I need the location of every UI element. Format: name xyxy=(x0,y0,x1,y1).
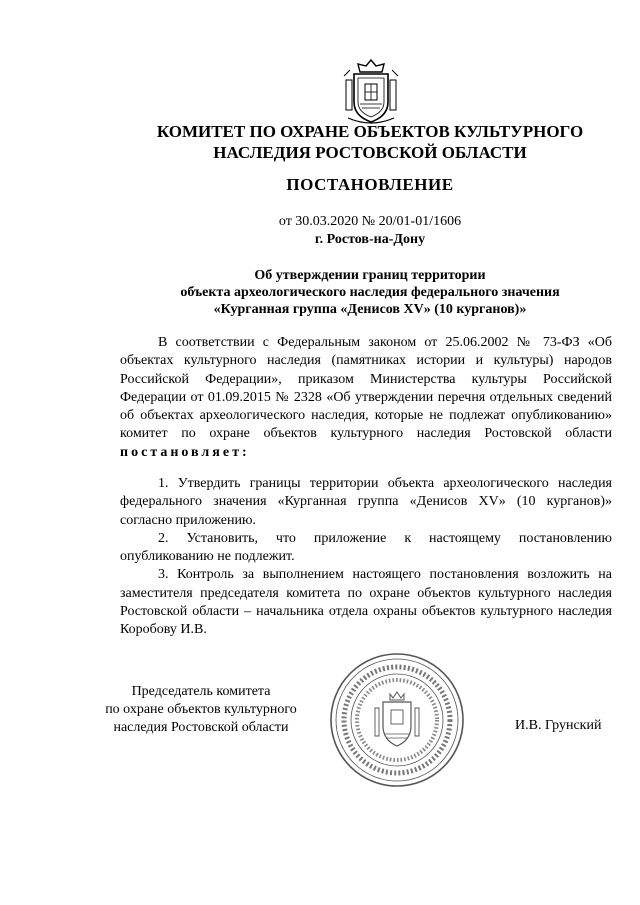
signatory-position-line3: наследия Ростовской области xyxy=(113,720,289,735)
signatory-name: И.В. Грунский xyxy=(515,718,602,733)
committee-title-line1: КОМИТЕТ ПО ОХРАНЕ ОБЪЕКТОВ КУЛЬТУРНОГО xyxy=(156,122,584,141)
signatory-position xyxy=(86,683,316,737)
rostov-coat-of-arms-icon xyxy=(340,58,402,126)
signatory-position-line2: по охране объектов культурного xyxy=(105,702,297,717)
subject-line2: объекта археологического наследия федерального значения xyxy=(180,285,560,300)
resolves-word: постановляет: xyxy=(120,444,250,460)
document-date-number: от 30.03.2020 № 20/01-01/1606 xyxy=(278,214,462,229)
preamble-paragraph xyxy=(120,334,612,462)
document-city: г. Ростов-на-Дону xyxy=(314,232,426,247)
subject-line1: Об утверждении границ территории xyxy=(254,268,486,283)
resolution-items xyxy=(120,475,612,640)
resolution-item-3: 3. Контроль за выполнением настоящего постановления возложить на заместителя председателя комитета по охране объектов культурного наследия Ростовской области – начальника отдела охраны объектов культурного наследия Коробову И.В. xyxy=(120,567,612,638)
resolution-item-2: 2. Установить, что приложение к настоящему постановлению опубликованию не подлежит. xyxy=(120,530,612,565)
committee-title-line2: НАСЛЕДИЯ РОСТОВСКОЙ ОБЛАСТИ xyxy=(213,143,527,162)
preamble-text: В соответствии с Федеральным законом от 25.06.2002 № 73-ФЗ «Об объектах культурного наследия (памятниках истории и культуры) народов Российской Федерации», приказом Министерства культуры Российской Федерации от 01.09.2015 № 2328 «Об утверждении перечня отдельных сведений об объектах археологического наследия, которые не подлежат опубликованию» комитет по охране объектов культурного наследия Ростовской области xyxy=(120,335,612,442)
resolution-item-1: 1. Утвердить границы территории объекта археологического наследия федерального значения «Курганная группа «Денисов XV» (10 курганов)» согласно приложению. xyxy=(120,476,612,528)
subject-line3: «Курганная группа «Денисов XV» (10 курганов)» xyxy=(213,302,527,317)
document-subject xyxy=(120,267,620,318)
official-seal-icon xyxy=(327,650,467,790)
signatory-position-line1: Председатель комитета xyxy=(131,684,271,699)
document-type: ПОСТАНОВЛЕНИЕ xyxy=(286,175,454,194)
committee-title xyxy=(120,121,620,163)
